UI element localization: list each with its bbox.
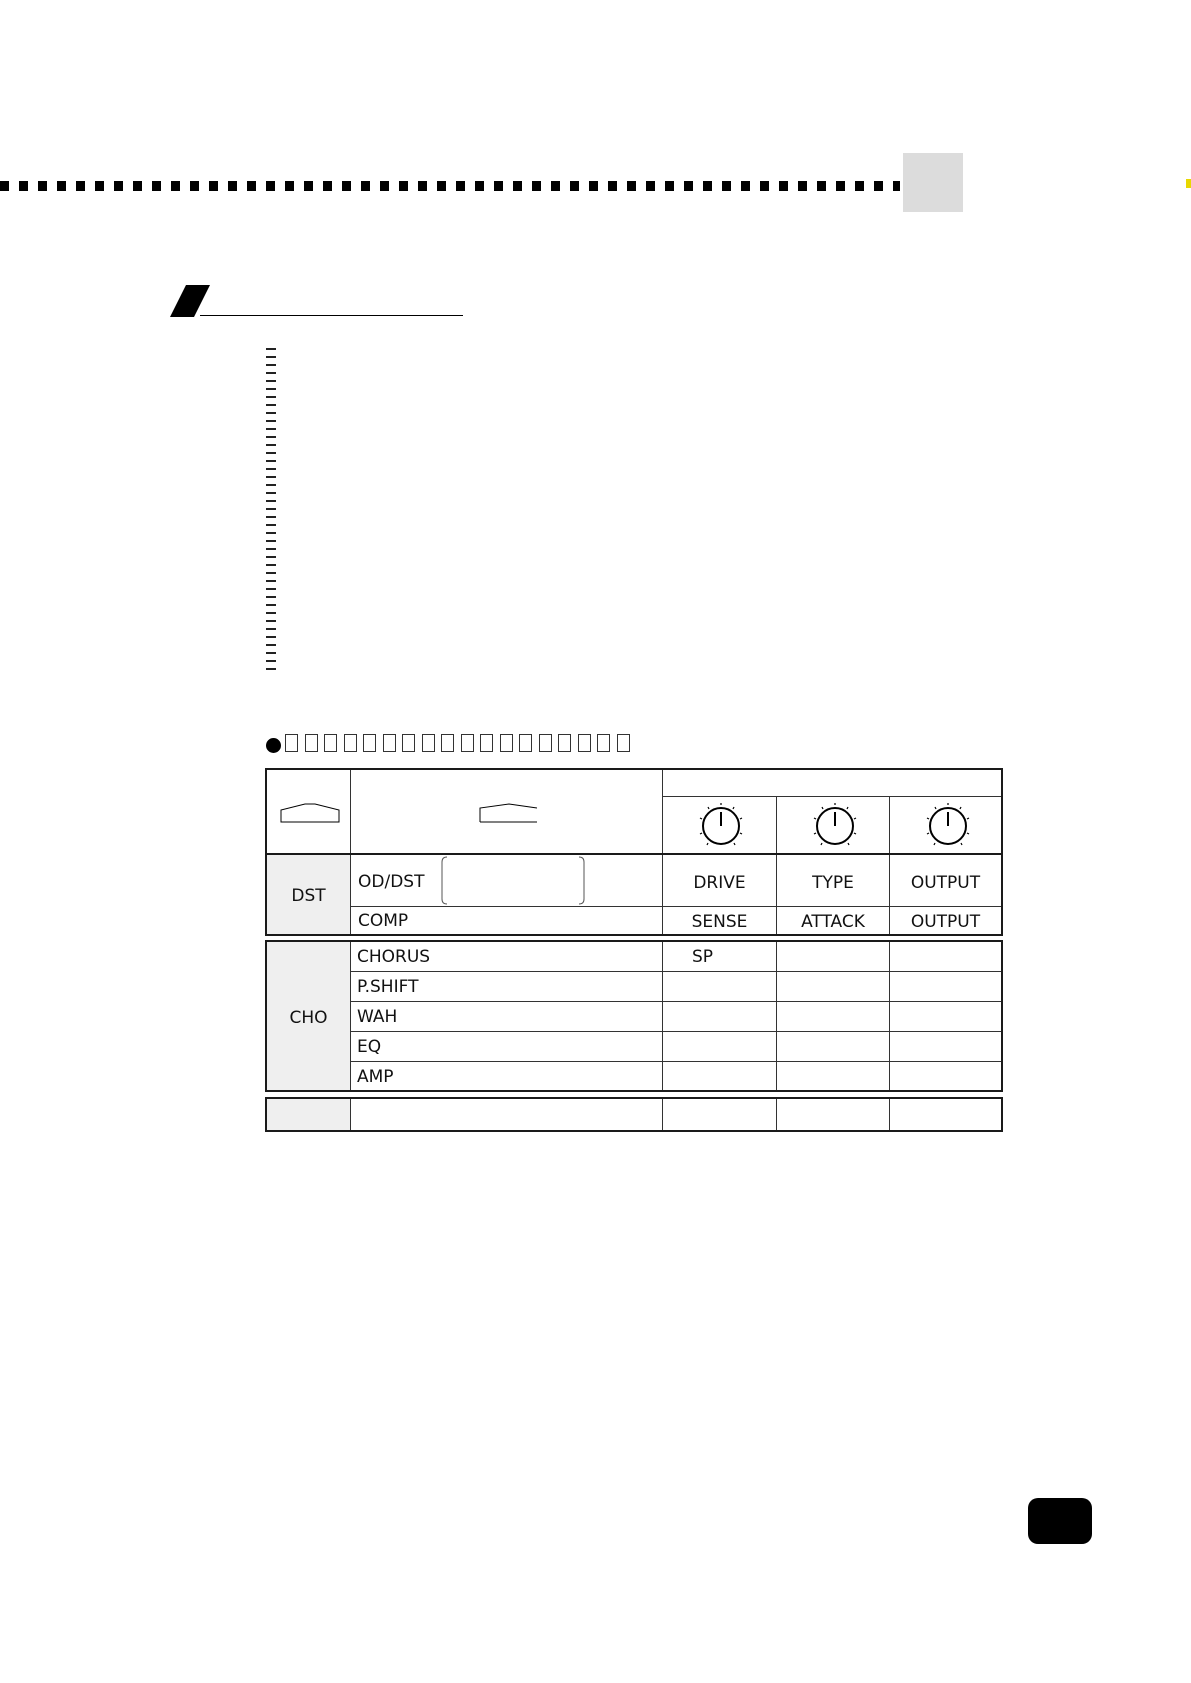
- heading-underline: [200, 315, 463, 316]
- effect-name-pshift: P.SHIFT: [357, 977, 419, 997]
- param-sense: SENSE: [691, 912, 748, 932]
- knob-icon: [923, 801, 973, 851]
- col-sep: [662, 770, 663, 934]
- param-output: OUTPUT: [910, 912, 981, 932]
- bracket-box: [441, 856, 585, 906]
- knob-icon: [696, 801, 746, 851]
- chapter-tab: [903, 153, 963, 212]
- effect-name-wah: WAH: [357, 1007, 398, 1027]
- row-sep: [351, 1061, 1001, 1062]
- footer-group-cell-bg: [267, 1099, 350, 1130]
- col-sep: [350, 1099, 351, 1130]
- effect-name-amp: AMP: [357, 1067, 394, 1087]
- col-sep: [889, 942, 890, 1090]
- bullet-icon: [266, 738, 281, 753]
- col-sep: [776, 942, 777, 1090]
- row-sep: [351, 971, 1001, 972]
- col-sep: [662, 1099, 663, 1130]
- param-type: TYPE: [812, 873, 854, 893]
- col-sep: [776, 1099, 777, 1130]
- row-sep: [267, 853, 1001, 855]
- row-sep: [663, 796, 1001, 797]
- effect-name-od-dst: OD/DST: [358, 872, 425, 892]
- keycap-icon: [479, 803, 539, 823]
- row-sep: [351, 906, 1001, 907]
- col-sep: [889, 1099, 890, 1130]
- dst-group-label: DST: [291, 886, 326, 906]
- effect-name-chorus: CHORUS: [357, 947, 431, 967]
- col-sep: [350, 942, 351, 1090]
- knob-icon: [810, 801, 860, 851]
- keycap-icon: [280, 803, 340, 823]
- param-attack: ATTACK: [801, 912, 865, 932]
- row-sep: [351, 1001, 1001, 1002]
- top-dotted-rule: [0, 181, 900, 191]
- margin-dashed-rule: [266, 348, 276, 673]
- effect-name-eq: EQ: [357, 1037, 382, 1057]
- param-sp: SP: [692, 947, 714, 967]
- param-output: OUTPUT: [910, 873, 981, 893]
- effects-table-footer-block: [265, 1097, 1003, 1132]
- heading-slash-icon: [170, 285, 214, 317]
- param-drive: DRIVE: [693, 873, 746, 893]
- table-caption: [266, 733, 636, 757]
- cho-group-label: CHO: [289, 1008, 328, 1028]
- effect-name-comp: COMP: [358, 911, 409, 931]
- col-sep: [662, 942, 663, 1090]
- row-sep: [351, 1031, 1001, 1032]
- edge-marker: [1186, 179, 1191, 188]
- caption-glyphs: [285, 734, 636, 756]
- col-sep: [350, 770, 351, 934]
- page-number-badge: [1028, 1498, 1092, 1544]
